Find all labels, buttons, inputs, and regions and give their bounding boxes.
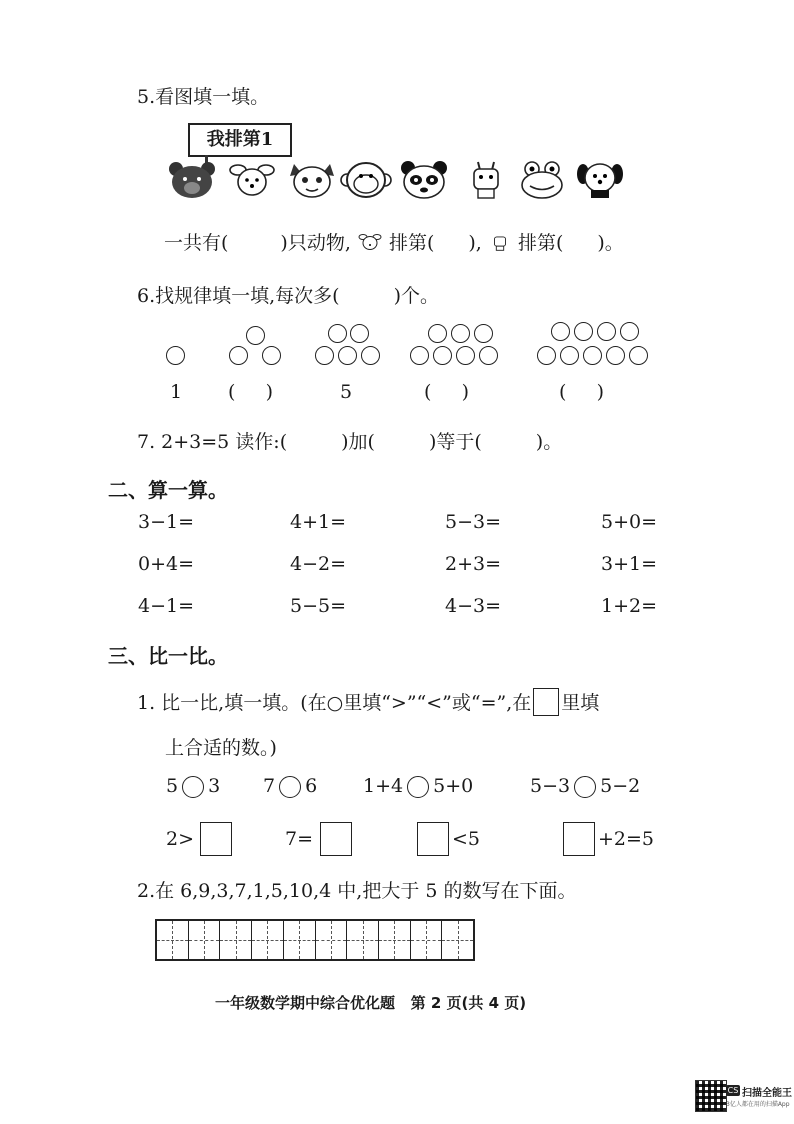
q5-text-sep: ), xyxy=(468,232,482,254)
q5-text-rank2: 排第( xyxy=(517,232,564,254)
pattern-circle xyxy=(479,346,498,365)
answer-box[interactable] xyxy=(417,822,449,856)
q5-text-total: 一共有( xyxy=(164,232,229,254)
q5-text-rank1: 排第( xyxy=(388,232,435,254)
writing-grid[interactable] xyxy=(155,919,475,961)
q6-title-end: )个。 xyxy=(393,285,440,307)
pattern-circle xyxy=(262,346,281,365)
answer-box[interactable] xyxy=(320,822,352,856)
scanner-logo-icon: CS xyxy=(727,1086,739,1095)
compare-left: 5 xyxy=(166,775,179,797)
calc-r3c3: 4−3= xyxy=(445,595,502,617)
calc-r3c2: 5−5= xyxy=(290,595,347,617)
pattern-circle xyxy=(229,346,248,365)
pattern-circle xyxy=(606,346,625,365)
q7-text-b: )加( xyxy=(341,431,375,453)
pattern-circle xyxy=(537,346,556,365)
answer-box-legend xyxy=(533,688,559,716)
pattern-circle xyxy=(574,322,593,341)
pattern-label-3: 5 xyxy=(340,381,353,403)
rank-sign: 我排第1 xyxy=(188,123,292,157)
calc-r1c1: 3−1= xyxy=(138,511,195,533)
grid-cell[interactable] xyxy=(284,921,316,959)
grid-cell[interactable] xyxy=(442,921,473,959)
section3-title: 三、比一比。 xyxy=(108,644,228,668)
deer-icon xyxy=(460,160,512,200)
calc-r3c4: 1+2= xyxy=(601,595,658,617)
box-expr-c-text: <5 xyxy=(452,828,481,850)
compare-left: 5−3 xyxy=(530,775,571,797)
pattern-circle xyxy=(410,346,429,365)
s3-q2-text: 2.在 6,9,3,7,1,5,10,4 中,把大于 5 的数写在下面。 xyxy=(137,880,577,902)
panda-icon xyxy=(398,160,450,200)
compare-3 xyxy=(363,775,473,798)
box-expr-d-text: +2=5 xyxy=(598,828,655,850)
calc-r2c4: 3+1= xyxy=(601,553,658,575)
deer-icon xyxy=(488,230,512,254)
pattern-circle xyxy=(629,346,648,365)
compare-4 xyxy=(530,775,640,798)
compare-circle[interactable] xyxy=(407,776,429,798)
pattern-circle xyxy=(560,346,579,365)
puppy-icon xyxy=(574,160,626,200)
frog-icon xyxy=(516,160,568,200)
dog-icon xyxy=(226,160,278,200)
pattern-circle xyxy=(620,322,639,341)
compare-2 xyxy=(263,775,317,798)
q5-text-animals: )只动物, xyxy=(280,232,351,254)
grid-cell[interactable] xyxy=(189,921,221,959)
pattern-label-5[interactable]: ( ) xyxy=(559,381,605,403)
s3-q1-text-end: 里填 xyxy=(561,692,600,714)
grid-cell[interactable] xyxy=(220,921,252,959)
q5-text-end: )。 xyxy=(597,232,624,254)
pattern-label-1: 1 xyxy=(170,381,183,403)
calc-r2c3: 2+3= xyxy=(445,553,502,575)
compare-1 xyxy=(166,775,220,798)
cat-icon xyxy=(286,160,338,200)
compare-left: 7 xyxy=(263,775,276,797)
pattern-circle xyxy=(166,346,185,365)
grid-cell[interactable] xyxy=(252,921,284,959)
calc-r2c2: 4−2= xyxy=(290,553,347,575)
box-expr-a-text: 2> xyxy=(166,828,195,850)
compare-right: 6 xyxy=(305,775,318,797)
page-footer: 一年级数学期中综合优化题 第 2 页(共 4 页) xyxy=(215,994,527,1012)
monkey-icon xyxy=(340,160,392,200)
pattern-label-4[interactable]: ( ) xyxy=(424,381,470,403)
pattern-label-2[interactable]: ( ) xyxy=(228,381,274,403)
compare-circle[interactable] xyxy=(574,776,596,798)
calc-r2c1: 0+4= xyxy=(138,553,195,575)
grid-cell[interactable] xyxy=(411,921,443,959)
answer-box[interactable] xyxy=(563,822,595,856)
pattern-circle xyxy=(428,324,447,343)
q7-text-c: )等于( xyxy=(428,431,482,453)
calc-r3c1: 4−1= xyxy=(138,595,195,617)
q6-title-text: 6.找规律填一填,每次多( xyxy=(137,285,340,307)
compare-right: 3 xyxy=(208,775,221,797)
compare-circle[interactable] xyxy=(279,776,301,798)
q7-text-d: )。 xyxy=(535,431,563,453)
grid-cell[interactable] xyxy=(316,921,348,959)
pattern-circle xyxy=(328,324,347,343)
pattern-circle xyxy=(433,346,452,365)
s3-q1-line2: 上合适的数。) xyxy=(165,737,277,759)
q5-fill-line xyxy=(164,228,624,255)
compare-right: 5+0 xyxy=(433,775,474,797)
compare-circle[interactable] xyxy=(182,776,204,798)
s3-q1-text: 1. 比一比,填一填。(在○里填“>”“<”或“=”,在 xyxy=(137,692,532,714)
qr-code-icon xyxy=(695,1080,727,1112)
q5-title: 5.看图填一填。 xyxy=(137,86,270,108)
pattern-circle xyxy=(583,346,602,365)
pattern-circle xyxy=(338,346,357,365)
compare-right: 5−2 xyxy=(600,775,641,797)
q7-text-a: 7. 2+3=5 读作:( xyxy=(137,431,288,453)
calc-r1c2: 4+1= xyxy=(290,511,347,533)
pattern-circle xyxy=(350,324,369,343)
pattern-circle xyxy=(315,346,334,365)
grid-cell[interactable] xyxy=(347,921,379,959)
calc-r1c4: 5+0= xyxy=(601,511,658,533)
grid-cell[interactable] xyxy=(157,921,189,959)
s3-q1-line1 xyxy=(137,688,599,716)
pattern-circle xyxy=(361,346,380,365)
answer-box[interactable] xyxy=(200,822,232,856)
scanner-subtext: 3亿人都在用的扫描App xyxy=(726,1101,790,1108)
q6-title xyxy=(137,281,439,308)
box-expr-b-text: 7= xyxy=(285,828,314,850)
pattern-circle xyxy=(474,324,493,343)
grid-cell[interactable] xyxy=(379,921,411,959)
q7-line xyxy=(137,427,562,454)
pattern-circle xyxy=(451,324,470,343)
scanner-brand: 扫描全能王 xyxy=(742,1088,792,1099)
pattern-circle xyxy=(551,322,570,341)
bear-icon xyxy=(166,160,218,200)
calc-r1c3: 5−3= xyxy=(445,511,502,533)
section2-title: 二、算一算。 xyxy=(108,478,228,502)
pattern-circle xyxy=(456,346,475,365)
pattern-circle xyxy=(597,322,616,341)
compare-left: 1+4 xyxy=(363,775,404,797)
pattern-circle xyxy=(246,326,265,345)
dog-icon xyxy=(357,230,383,254)
